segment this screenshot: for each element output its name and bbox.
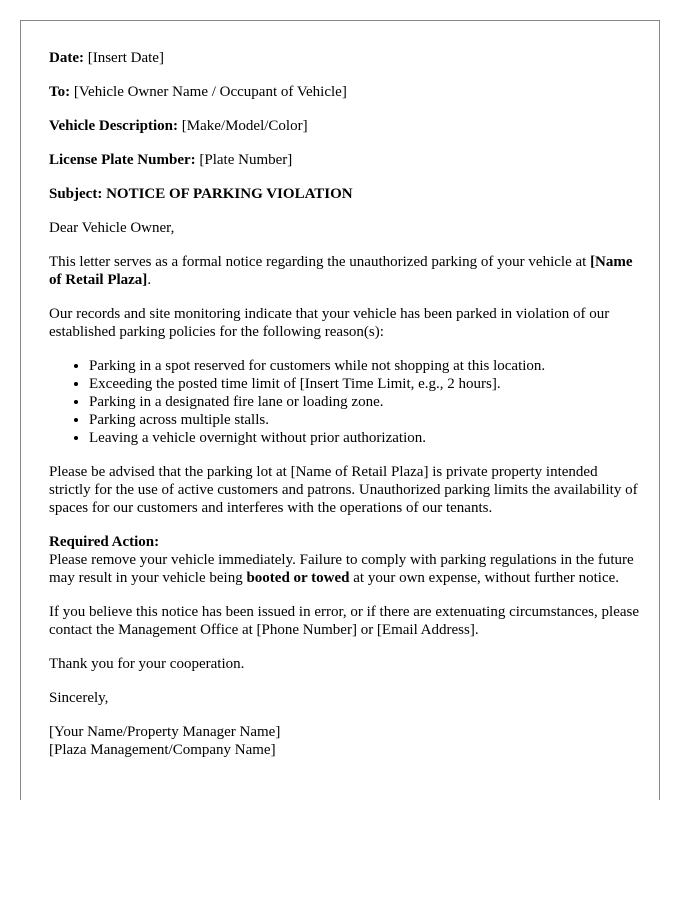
action-text-2: at your own expense, without further notice. (353, 570, 620, 586)
contact-paragraph: If you believe this notice has been issued in error, or if there are extenuating circumstances, please contact the Management Office at [Phone Number] or [Email Address]. (49, 604, 640, 638)
subject: Subject: NOTICE OF PARKING VIOLATION (49, 186, 353, 202)
list-item: • Parking across multiple stalls. (89, 411, 639, 429)
letter-page (20, 20, 660, 800)
subject-line (49, 185, 639, 203)
action-paragraph (49, 533, 639, 587)
date-value: [Insert Date] (87, 50, 164, 66)
to-line (49, 83, 639, 101)
intro-paragraph (49, 253, 639, 289)
intro-text: This letter serves as a formal notice regarding the unauthorized parking of your vehicle at (49, 254, 587, 270)
records-paragraph: Our records and site monitoring indicate that your vehicle has been parked in violation of our established parking policies for the following reason(s): (49, 306, 610, 340)
salutation: Dear Vehicle Owner, (49, 220, 175, 236)
list-item: • Parking in a spot reserved for customers while not shopping at this location. (89, 357, 639, 375)
date-label: Date: (49, 50, 84, 66)
closing-line: Sincerely, (49, 690, 109, 706)
plate-line (49, 151, 639, 169)
list-item: • Leaving a vehicle overnight without prior authorization. (89, 429, 639, 447)
vehicle-label: Vehicle Description: (49, 118, 179, 134)
action-heading: Required Action: (49, 534, 160, 550)
date-line (49, 49, 639, 67)
action-text-1: Please remove your vehicle immediately. Failure to comply with parking regulations in the future may result in your vehicle being (49, 552, 634, 586)
vehicle-value: [Make/Model/Color] (181, 118, 308, 134)
plate-label: License Plate Number: (49, 152, 196, 168)
vehicle-line (49, 117, 639, 135)
intro-plaza: [Name of Retail Plaza] (49, 254, 633, 288)
to-value: [Vehicle Owner Name / Occupant of Vehicle] (73, 84, 347, 100)
to-label: To: (49, 84, 71, 100)
signature-name: [Your Name/Property Manager Name] (49, 724, 281, 740)
letter-content (49, 49, 639, 759)
reasons-list (49, 357, 639, 447)
action-bold: booted or towed (246, 570, 350, 586)
signature-company: [Plaza Management/Company Name] (49, 742, 276, 758)
intro-end: . (147, 272, 152, 288)
list-item: • Exceeding the posted time limit of [Insert Time Limit, e.g., 2 hours]. (89, 375, 639, 393)
list-item: • Parking in a designated fire lane or loading zone. (89, 393, 639, 411)
advised-paragraph: Please be advised that the parking lot at [Name of Retail Plaza] is private property intended strictly for the use of active customers and patrons. Unauthorized parking limits the availability of spaces for our customers and interferes with the operations of our tenants. (49, 464, 638, 516)
plate-value: [Plate Number] (199, 152, 293, 168)
thanks-line: Thank you for your cooperation. (49, 656, 245, 672)
